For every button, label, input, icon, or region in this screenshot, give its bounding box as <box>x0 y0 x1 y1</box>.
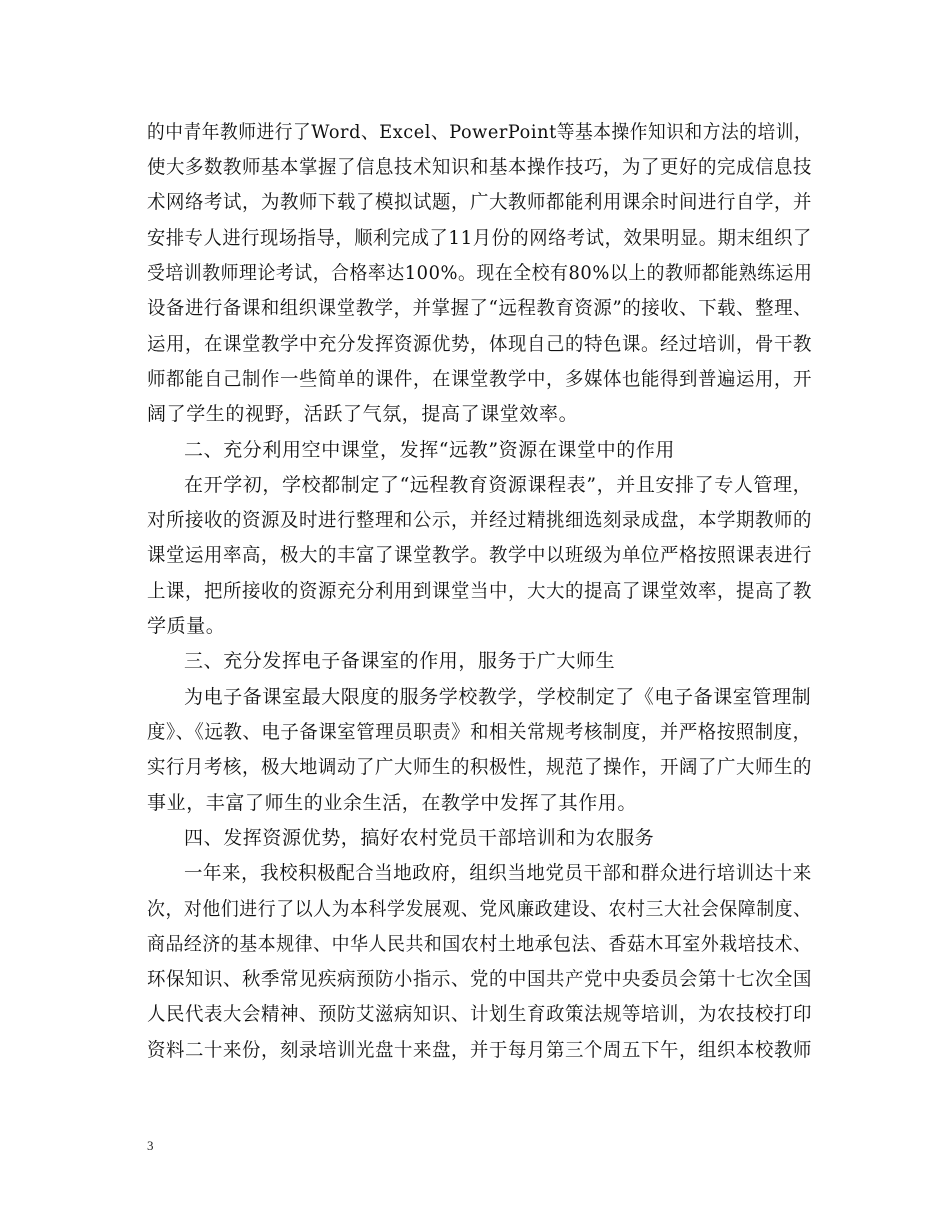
text-line: 商品经济的基本规律、中华人民共和国农村土地承包法、香菇木耳室外栽培技术、 <box>147 933 812 955</box>
text-line: 阔了学生的视野，活跃了气氛，提高了课堂效率。 <box>147 403 579 425</box>
text-line: 环保知识、秋季常见疾病预防小指示、党的中国共产党中央委员会第十七次全国 <box>147 968 813 990</box>
text-line: 一年来，我校积极配合当地政府，组织当地党员干部和群众进行培训达十来 <box>184 862 812 884</box>
text-line: 资料二十来份，刻录培训光盘十来盘，并于每月第三个周五下午，组织本校教师 <box>147 1039 813 1061</box>
text-line: 受培训教师理论考试，合格率达100%。现在全校有80%以上的教师都能熟练运用 <box>147 262 813 284</box>
text-line: 在开学初，学校都制定了“远程教育资源课程表”，并且安排了专人管理， <box>184 474 813 496</box>
text-line: 对所接收的资源及时进行整理和公示，并经过精挑细选刻录成盘，本学期教师的 <box>147 509 813 531</box>
text-line: 运用，在课堂教学中充分发挥资源优势，体现自己的特色课。经过培训，骨干教 <box>147 333 813 355</box>
section-heading: 三、充分发挥电子备课室的作用，服务于广大师生 <box>184 650 616 672</box>
text-line: 人民代表大会精神、预防艾滋病知识、计划生育政策法规等培训，为农技校打印 <box>147 1003 813 1025</box>
text-line: 安排专人进行现场指导，顺利完成了11月份的网络考试，效果明显。期末组织了 <box>147 227 812 249</box>
section-heading: 二、充分利用空中课堂，发挥“远教”资源在课堂中的作用 <box>184 439 676 461</box>
text-line: 师都能自己制作一些简单的课件，在课堂教学中，多媒体也能得到普遍运用，开 <box>147 368 813 390</box>
text-line: 实行月考核，极大地调动了广大师生的积极性，规范了操作，开阔了广大师生的 <box>147 756 813 778</box>
text-line: 度》、《远教、电子备课室管理员职责》和相关常规考核制度，并严格按照制度， <box>147 721 812 743</box>
text-line: 事业，丰富了师生的业余生活，在教学中发挥了其作用。 <box>147 792 638 814</box>
section-heading: 四、发挥资源优势，搞好农村党员干部培训和为农服务 <box>184 827 655 849</box>
text-line: 学质量。 <box>147 615 226 637</box>
text-line: 上课，把所接收的资源充分利用到课堂当中，大大的提高了课堂效率，提高了教 <box>147 580 813 602</box>
text-line: 术网络考试，为教师下载了模拟试题，广大教师都能利用课余时间进行自学，并 <box>147 191 813 213</box>
text-line: 的中青年教师进行了Word、Excel、PowerPoint等基本操作知识和方法的培训， <box>147 121 813 143</box>
text-line: 为电子备课室最大限度的服务学校教学，学校制定了《电子备课室管理制 <box>184 686 812 708</box>
text-line: 次，对他们进行了以人为本科学发展观、党风廉政建设、农村三大社会保障制度、 <box>147 898 812 920</box>
text-line: 使大多数教师基本掌握了信息技术知识和基本操作技巧，为了更好的完成信息技 <box>147 156 813 178</box>
text-line: 设备进行备课和组织课堂教学，并掌握了“远程教育资源”的接收、下载、整理、 <box>147 297 813 319</box>
page-number: 3 <box>147 1138 154 1153</box>
text-line: 课堂运用率高，极大的丰富了课堂教学。教学中以班级为单位严格按照课表进行 <box>147 544 813 566</box>
